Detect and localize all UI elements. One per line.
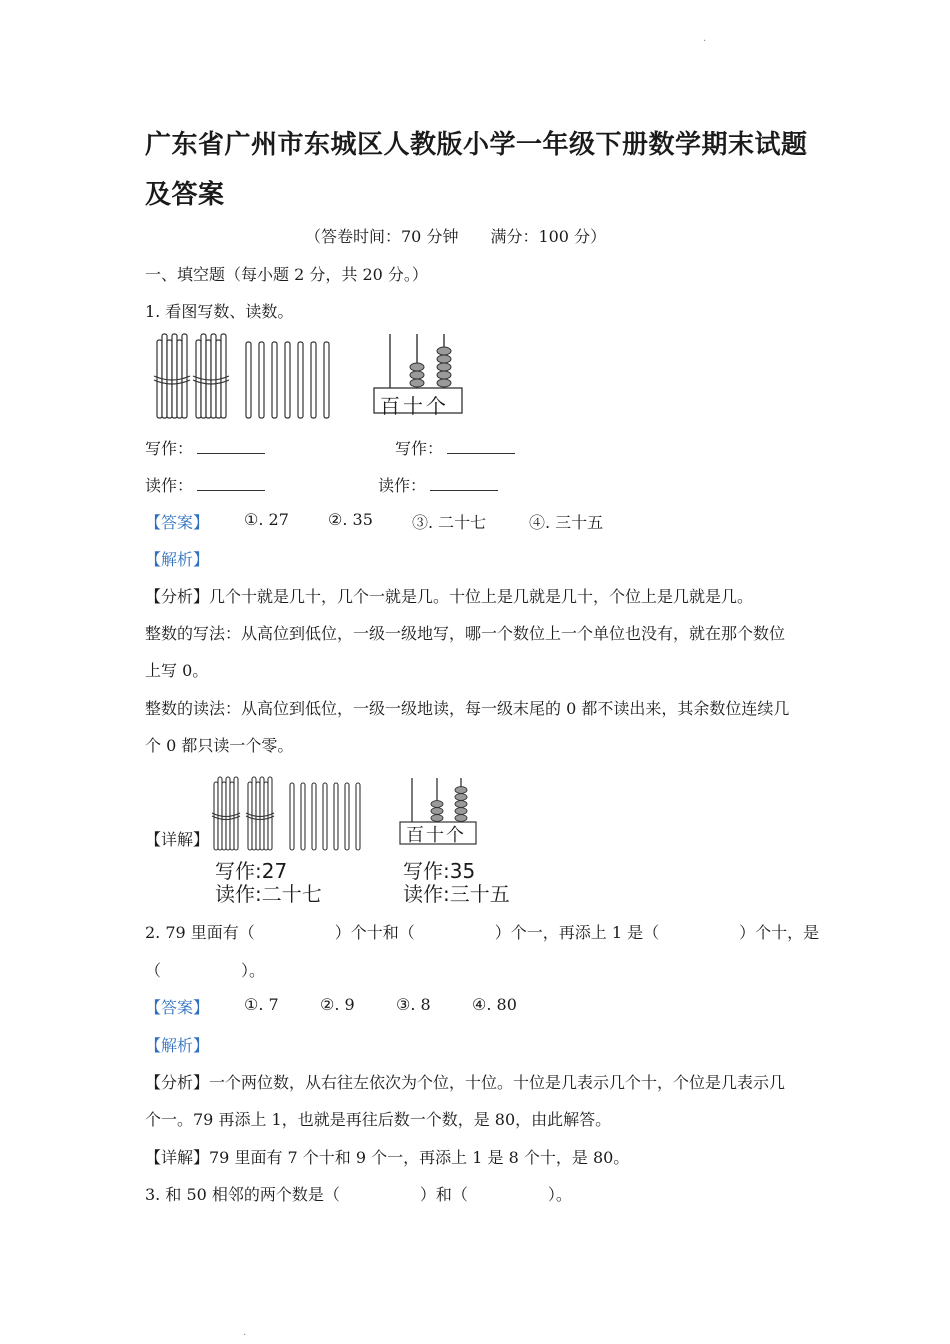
detail-write-1: 写作:27 bbox=[215, 859, 288, 883]
question-1-text: 1. 看图写数、读数。 bbox=[145, 302, 294, 321]
answer-item: ③. 二十七 bbox=[412, 513, 487, 532]
detail-read-2: 读作:三十五 bbox=[403, 882, 510, 906]
answer-tag: 【答案】 bbox=[145, 998, 210, 1017]
detail-read-1: 读作:二十七 bbox=[215, 882, 322, 906]
question-2-text-cont: （ ）。 bbox=[145, 961, 266, 980]
ten-bundle-1 bbox=[157, 334, 187, 418]
answer-item: ①. 7 bbox=[244, 995, 279, 1014]
question-3-text: 3. 和 50 相邻的两个数是（ ）和（ ）。 bbox=[145, 1185, 572, 1204]
analysis-tag: 【解析】 bbox=[145, 550, 210, 569]
ten-bundle-2 bbox=[196, 334, 226, 418]
answer-item: ④. 80 bbox=[472, 995, 517, 1014]
section-heading: 一、填空题（每小题 2 分，共 20 分。） bbox=[145, 265, 428, 284]
answer-item: ③. 8 bbox=[396, 995, 431, 1014]
detail-stick-bundles-figure bbox=[210, 773, 370, 853]
answer-item: ②. 9 bbox=[320, 995, 355, 1014]
analysis-text: 【分析】一个两位数，从右往左依次为个位，十位。十位是几表示几个十，个位是几表示几 bbox=[145, 1073, 786, 1092]
analysis-text: 上写 0。 bbox=[145, 661, 209, 680]
analysis-text: 【分析】几个十就是几十，几个一就是几。十位上是几就是几十，个位上是几就是几。 bbox=[145, 587, 754, 606]
read-field-1: 读作： bbox=[145, 473, 265, 496]
exam-info: （答卷时间：70 分钟 满分：100 分） bbox=[305, 227, 607, 246]
write-field-1: 写作： bbox=[145, 436, 265, 459]
answer-blank[interactable] bbox=[430, 476, 498, 491]
page-title-line2: 及答案 bbox=[145, 180, 225, 210]
answer-blank[interactable] bbox=[197, 439, 265, 454]
analysis-text: 整数的读法：从高位到低位，一级一级地读，每一级末尾的 0 都不读出来，其余数位连续几 bbox=[145, 699, 790, 718]
question-2-text: 2. 79 里面有（ ）个十和（ ）个一，再添上 1 是（ ）个十，是 bbox=[145, 923, 820, 942]
write-field-2: 写作： bbox=[395, 436, 515, 459]
detail-abacus-place-labels: 百十个 bbox=[406, 825, 466, 846]
answer-blank[interactable] bbox=[447, 439, 515, 454]
answer-blank[interactable] bbox=[197, 476, 265, 491]
analysis-tag: 【解析】 bbox=[145, 1036, 210, 1055]
single-sticks bbox=[246, 342, 329, 418]
analysis-text: 整数的写法：从高位到低位，一级一级地写，哪一个数位上一个单位也没有，就在那个数位 bbox=[145, 624, 786, 643]
abacus-place-labels: 百十个 bbox=[380, 394, 449, 418]
footer-mark: · bbox=[243, 1330, 247, 1341]
page-title: 广东省广州市东城区人教版小学一年级下册数学期末试题 bbox=[145, 130, 808, 160]
analysis-text: 个一。79 再添上 1，也就是再往后数一个数，是 80，由此解答。 bbox=[145, 1110, 612, 1129]
detail-tag: 【详解】 bbox=[145, 830, 210, 849]
stick-bundles-figure bbox=[152, 330, 342, 422]
answer-tag: 【答案】 bbox=[145, 513, 210, 532]
detail-text: 【详解】79 里面有 7 个十和 9 个一，再添上 1 是 8 个十，是 80。 bbox=[145, 1148, 630, 1167]
detail-write-2: 写作:35 bbox=[403, 859, 476, 883]
answer-item: ②. 35 bbox=[328, 510, 373, 529]
analysis-text: 个 0 都只读一个零。 bbox=[145, 736, 294, 755]
read-field-2: 读作： bbox=[378, 473, 498, 496]
corner-mark: · bbox=[703, 36, 707, 47]
answer-item: ①. 27 bbox=[244, 510, 289, 529]
answer-item: ④. 三十五 bbox=[529, 513, 604, 532]
